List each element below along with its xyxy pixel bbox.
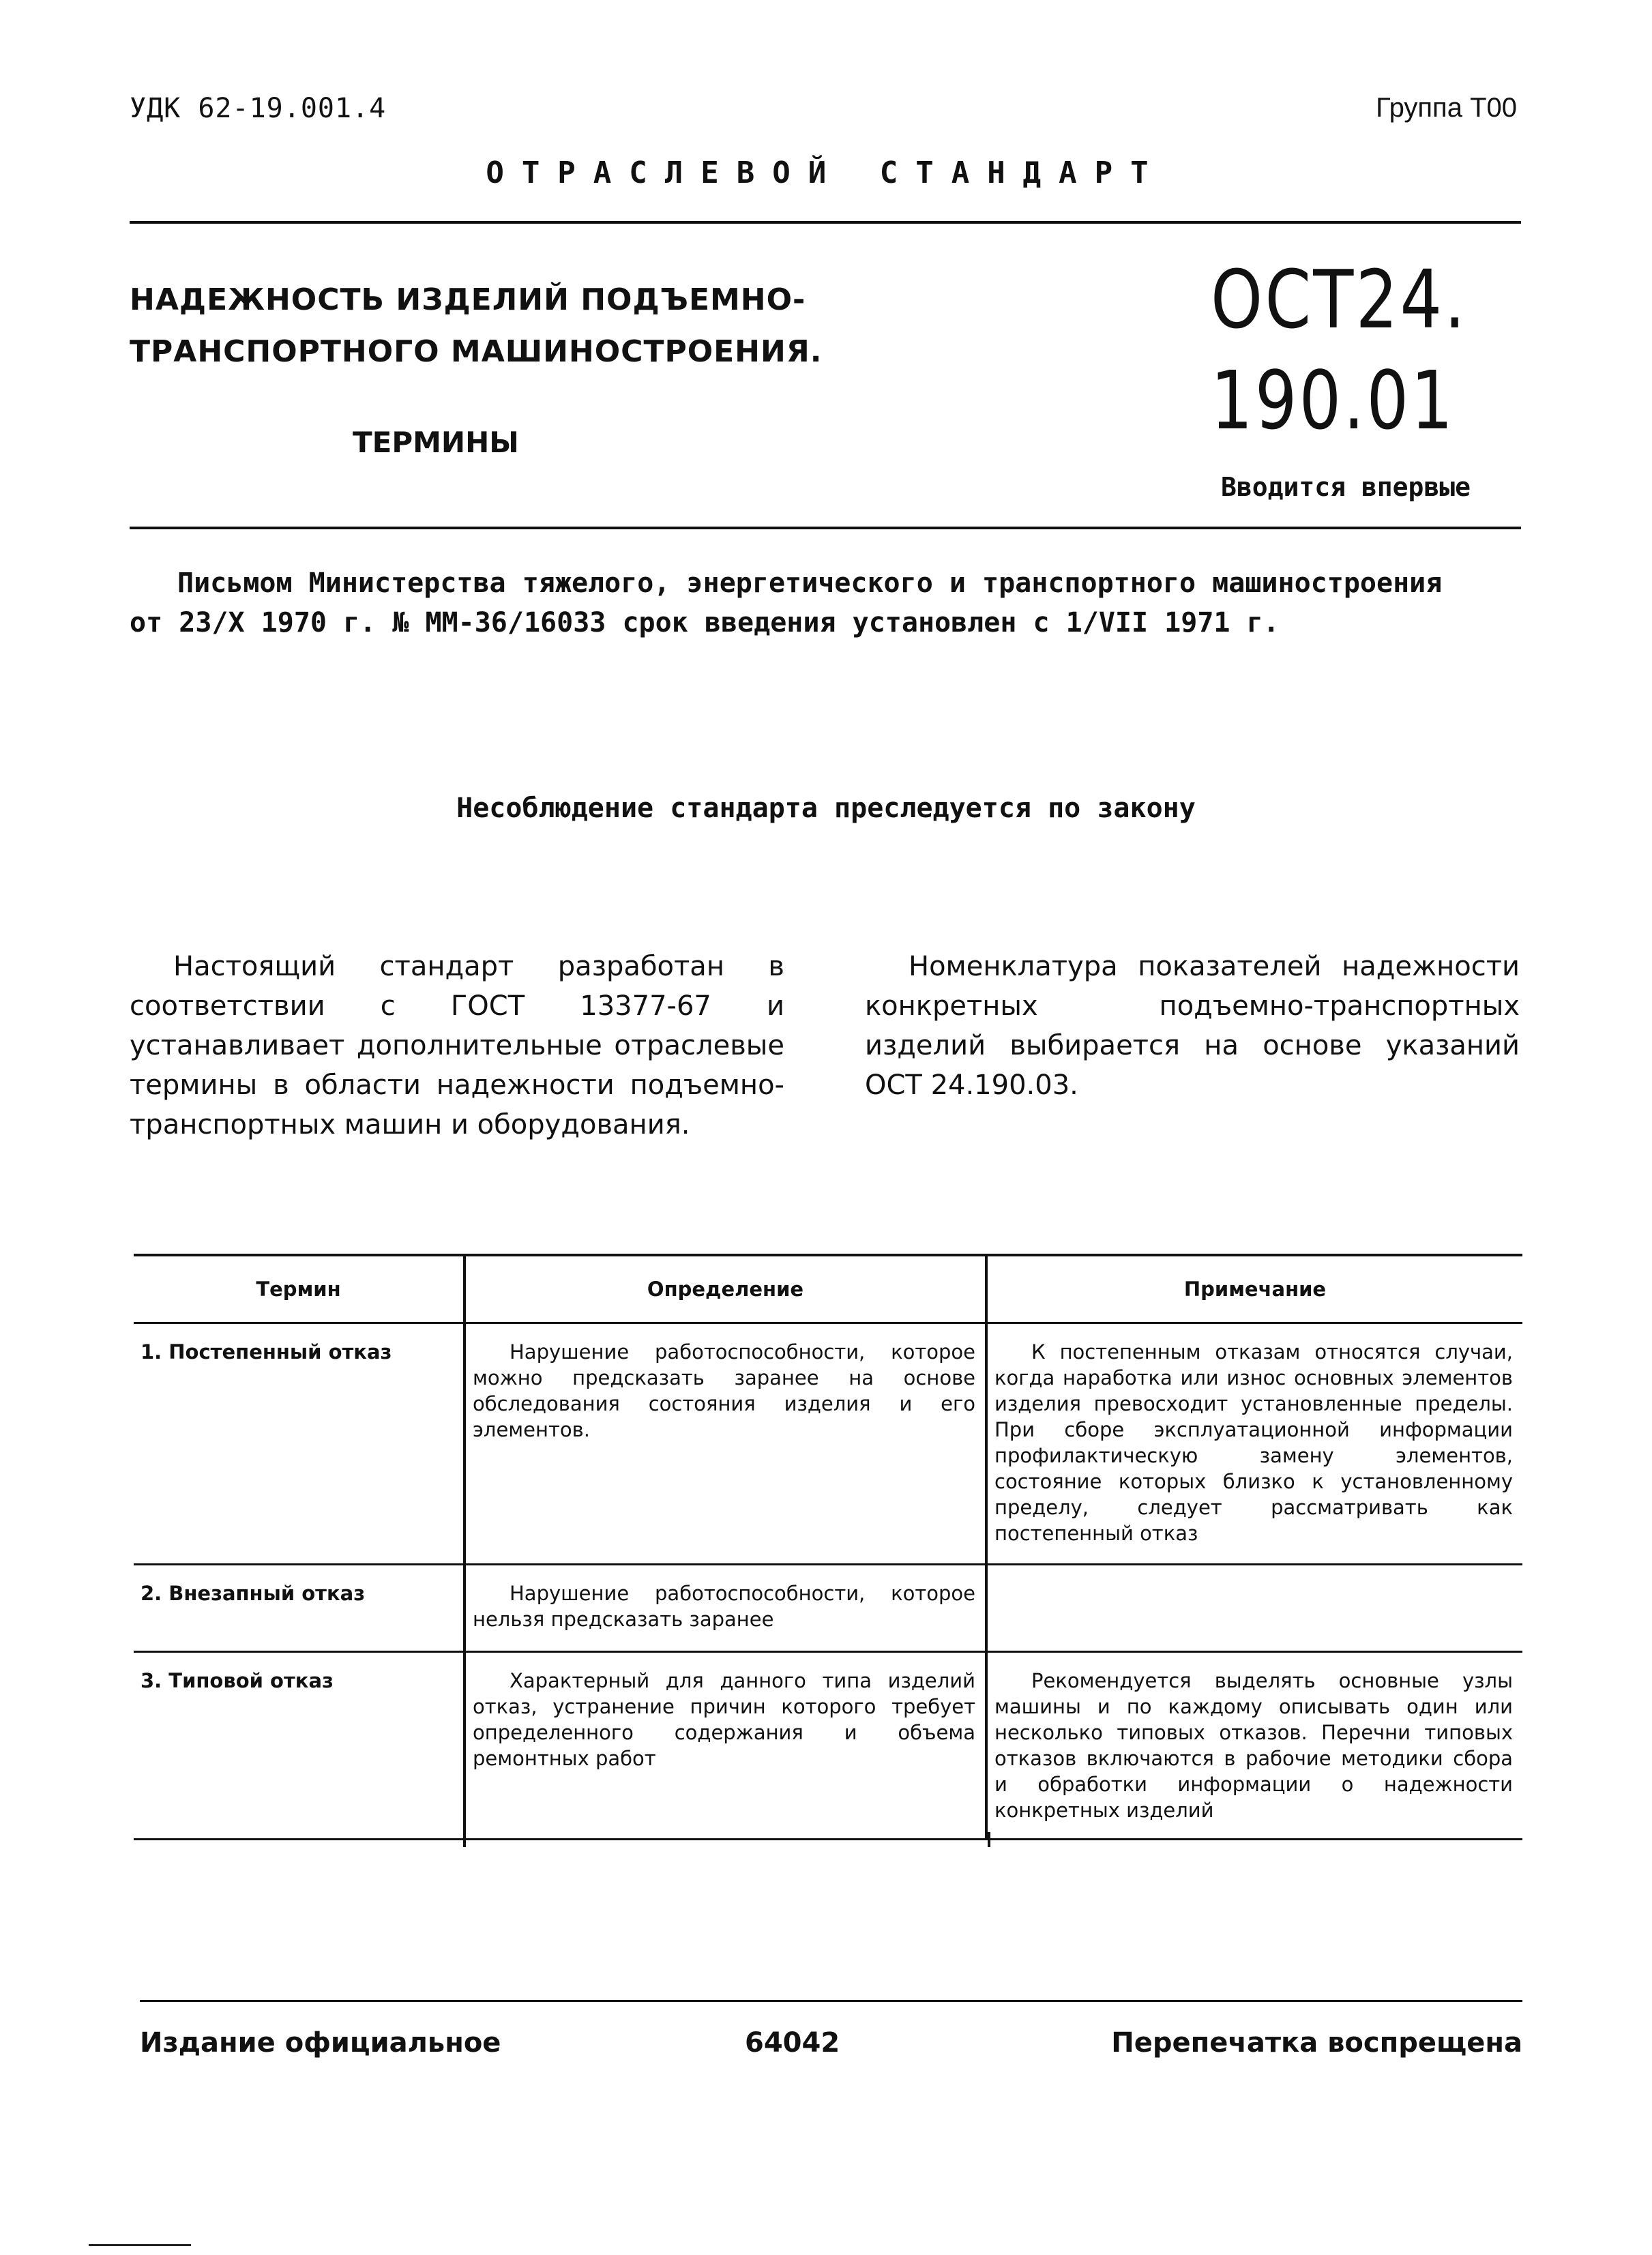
term-cell: 3. Типовой отказ: [134, 1652, 464, 1840]
designation-line-2: 190.01: [1211, 353, 1456, 447]
definition-cell: Нарушение работоспособности, которое можно предсказать заранее на основе обследования состояния изделия и его элементов.: [464, 1323, 986, 1565]
header-definition: Определение: [464, 1255, 986, 1323]
approval-text: [130, 563, 1521, 643]
definition-cell: Характерный для данного типа изделий отказ, устранение причин которого требует определенного содержания и объема ремонтных работ: [464, 1652, 986, 1840]
header-term: Термин: [134, 1255, 464, 1323]
title-line-2: ТРАНСПОРТНОГО МАШИНОСТРОЕНИЯ.: [130, 334, 823, 369]
header-note: Примечание: [986, 1255, 1522, 1323]
footer-divider: [140, 2000, 1522, 2002]
approval-line-2: от 23/Х 1970 г. № ММ-36/16033 срок введения установлен с 1/VII 1971 г.: [130, 607, 1280, 638]
designation-line-1: ОСТ24.: [1211, 252, 1468, 347]
definition-cell: Нарушение работоспособности, которое нельзя предсказать заранее: [464, 1565, 986, 1652]
print-number: 64042: [745, 2027, 840, 2059]
term-cell: 2. Внезапный отказ: [134, 1565, 464, 1652]
document-title: [130, 274, 822, 378]
approval-line-1: Письмом Министерства тяжелого, энергетического и транспортного машиностроения: [177, 568, 1443, 599]
group-code: Группа Т00: [1376, 93, 1517, 123]
document-type: ОТРАСЛЕВОЙ СТАНДАРТ: [486, 156, 1166, 190]
standard-designation: [1211, 249, 1467, 451]
header-divider: [130, 221, 1521, 224]
term-cell: 1. Постепенный отказ: [134, 1323, 464, 1565]
table-row: [134, 1323, 1522, 1565]
note-cell: [986, 1565, 1522, 1652]
legal-warning: Несоблюдение стандарта преследуется по закону: [456, 793, 1196, 824]
table-header-row: [134, 1255, 1522, 1323]
document-subtitle: ТЕРМИНЫ: [353, 426, 519, 459]
reprint-prohibited-label: Перепечатка воспрещена: [1111, 2027, 1522, 2059]
note-cell: Рекомендуется выделять основные узлы машины и по каждому описывать один или несколько типовых отказов. Перечни типовых отказов включаются в рабочие методики сбора и обработки информации о надежности конкретных изделий: [986, 1652, 1522, 1840]
udk-code: УДК 62-19.001.4: [130, 93, 387, 124]
note-cell: К постепенным отказам относятся случаи, когда наработка или износ основных элементов изделия превосходит установленные пределы. При сборе эксплуатационной информации профилактическую замену элементов, состояние которых близко к установленному пределу, следует рассматривать как постепенный отказ: [986, 1323, 1522, 1565]
intro-left-paragraph: Настоящий стандарт разработан в соответствии с ГОСТ 13377-67 и устанавливает дополнительные отраслевые термины в области надежности подъемно-транспортных машин и оборудования.: [130, 951, 784, 1140]
title-divider: [130, 527, 1521, 529]
intro-right-paragraph: Номенклатура показателей надежности конкретных подъемно-транспортных изделий выбирается на основе указаний ОСТ 24.190.03.: [865, 951, 1520, 1101]
table-row: [134, 1652, 1522, 1840]
table-column-tail: [463, 1832, 466, 1847]
terms-table: [134, 1254, 1522, 1840]
introduced-note: Вводится впервые: [1221, 472, 1471, 502]
scan-artifact-line: [89, 2244, 191, 2246]
table-column-tail: [988, 1832, 990, 1847]
title-line-1: НАДЕЖНОСТЬ ИЗДЕЛИЙ ПОДЪЕМНО-: [130, 282, 806, 317]
table-row: [134, 1565, 1522, 1652]
official-edition-label: Издание официальное: [140, 2027, 501, 2059]
